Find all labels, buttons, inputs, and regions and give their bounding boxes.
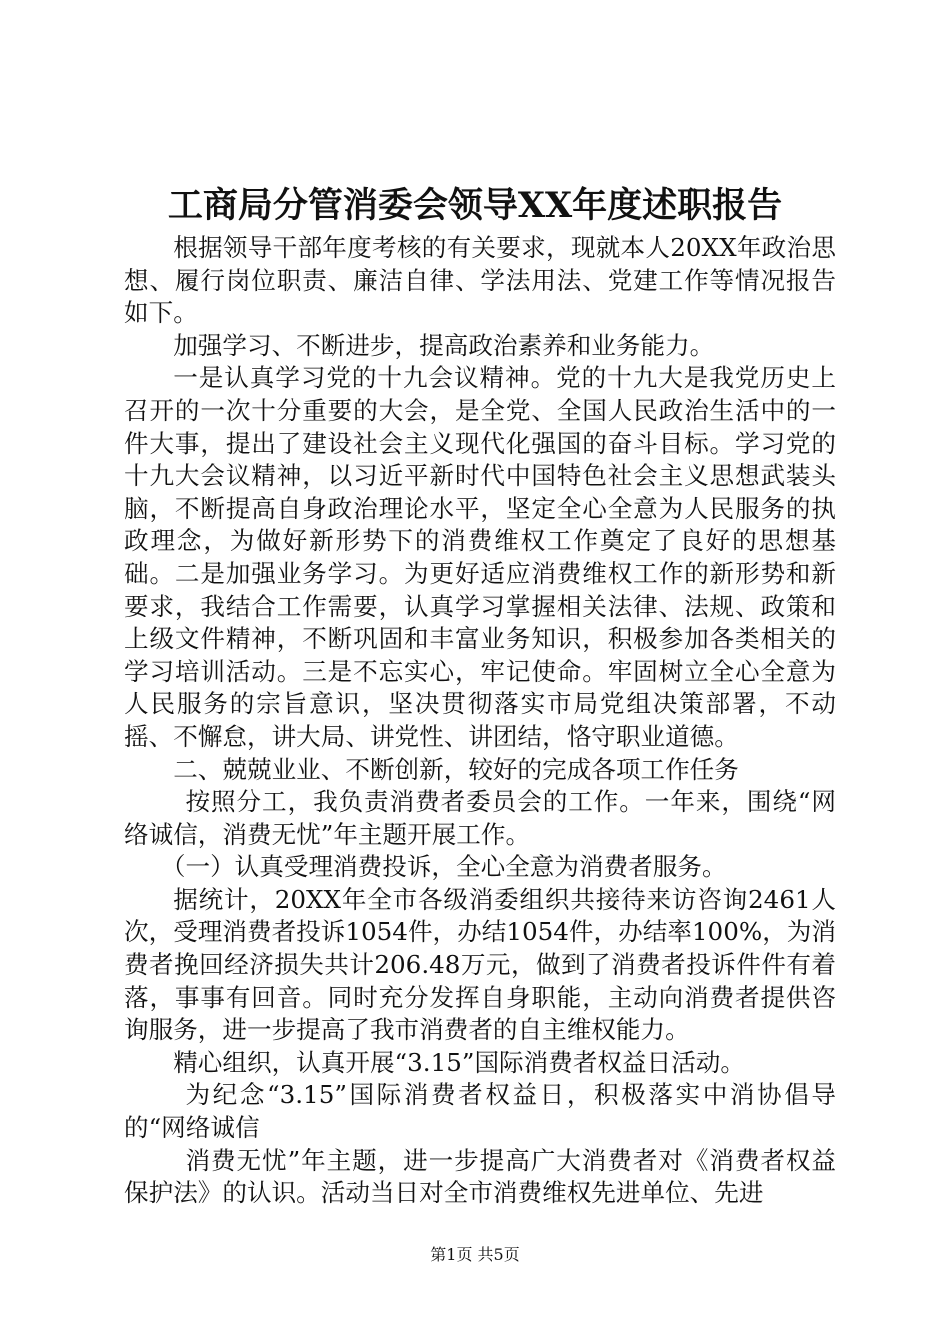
paragraph-statistics: 据统计，20XX年全市各级消委组织共接待来访咨询2461人次，受理消费者投诉1054件，办结1054件，办结率100%，为消费者挽回经济损失共计206.48万元，做到了消费者投诉件件有着落，事事有回音。同时充分发挥自身职能，主动向消费者提供咨询服务，进一步提高了我市消费者的自主维权能力。 bbox=[124, 884, 836, 1045]
paragraph-study-detail: 一是认真学习党的十九会议精神。党的十九大是我党历史上召开的一次十分重要的大会，是全党、全国人民政治生活中的一件大事，提出了建设社会主义现代化强国的奋斗目标。学习党的十九大会议精神，以习近平新时代中国特色社会主义思想武装头脑，不断提高自身政治理论水平，坚定全心全意为人民服务的执政理念，为做好新形势下的消费维权工作奠定了良好的思想基础。二是加强业务学习。为更好适应消费维权工作的新形势和新要求，我结合工作需要，认真学习掌握相关法律、法规、政策和上级文件精神，不断巩固和丰富业务知识，积极参加各类相关的学习培训活动。三是不忘实心，牢记使命。牢固树立全心全意为人民服务的宗旨意识，坚决贯彻落实市局党组决策部署，不动摇、不懈怠，讲大局、讲党性、讲团结，恪守职业道德。 bbox=[124, 363, 836, 751]
paragraph-heading-study: 加强学习、不断进步，提高政治素养和业务能力。 bbox=[173, 330, 715, 360]
paragraph-division: 按照分工，我负责消费者委员会的工作。一年来，围绕“网络诚信，消费无忧”年主题开展工作。 bbox=[124, 787, 836, 849]
page-footer: 第1页 共5页 bbox=[430, 1245, 520, 1264]
paragraph-intro: 根据领导干部年度考核的有关要求，现就本人20XX年政治思想、履行岗位职责、廉洁自律、学法用法、党建工作等情况报告如下。 bbox=[124, 233, 836, 328]
paragraph-315-intro: 为纪念“3.15”国际消费者权益日，积极落实中消协倡导的“网络诚信 bbox=[124, 1080, 836, 1143]
paragraph-315-detail: 消费无忧”年主题，进一步提高广大消费者对《消费者权益保护法》的认识。活动当日对全市消费维权先进单位、先进 bbox=[124, 1145, 836, 1208]
paragraph-subheading-complaints: （一）认真受理消费投诉，全心全意为消费者服务。 bbox=[160, 852, 727, 882]
paragraph-heading-work: 二、兢兢业业、不断创新，较好的完成各项工作任务 bbox=[173, 754, 739, 784]
document-title: 工商局分管消委会领导XX年度述职报告 bbox=[167, 185, 783, 226]
paragraph-315-heading: 精心组织，认真开展“3.15”国际消费者权益日活动。 bbox=[173, 1047, 745, 1077]
document-body bbox=[124, 232, 836, 1210]
